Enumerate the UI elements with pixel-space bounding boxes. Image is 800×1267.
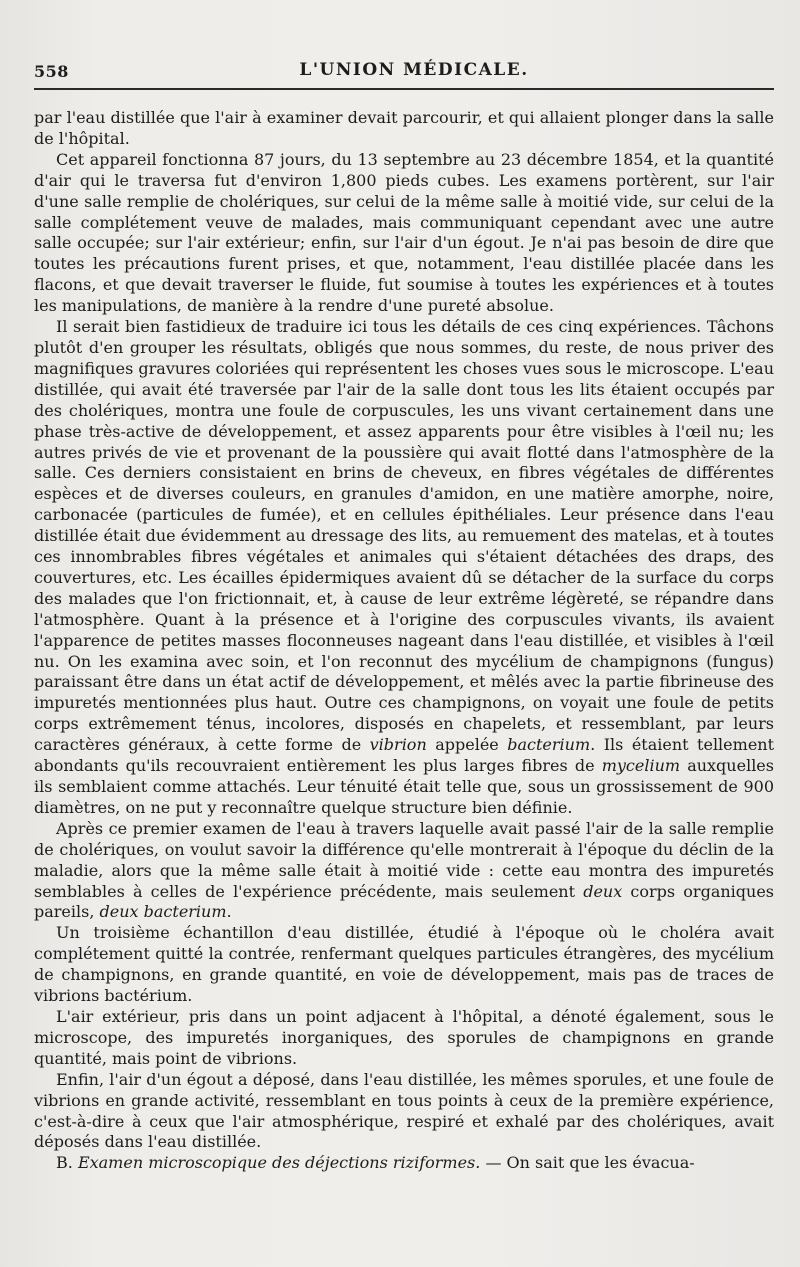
italic-term: vibrion	[369, 735, 427, 755]
paragraph-text: corps organiques pareils,	[34, 881, 775, 922]
paragraph-results	[34, 317, 774, 819]
paragraph-continuation	[34, 108, 774, 150]
paragraph-text: par l'eau distillée que l'air à examiner devait parcourir, et qui allaient plonger dans la salle de l'hôpital.	[34, 108, 774, 148]
section-b-heading	[34, 1153, 774, 1174]
paragraph-text: Cet appareil fonctionna 87 jours, du 13 septembre au 23 décembre 1854, et la quantité d'air qui le traversa fut d'environ 1,800 pieds cubes. Les examens portèrent, sur l'air d'une salle remplie de cholériques, sur celui de la même salle à moitié vide, sur celui de la salle complétement veuve de malades, mais communiquant cependant avec une autre salle occupée; sur l'air extérieur; enfin, sur l'air d'un égout. Je n'ai pas besoin de dire que toutes les précautions furent prises, et que, notamment, l'eau distillée placée dans les flacons, et que devait traverser le fluide, fut soumise à toutes les expériences et à toutes les manipulations, de manière à la rendre d'une pureté absolue.	[34, 149, 774, 316]
paragraph-text: Un troisième échantillon d'eau distillée, étudié à l'époque où le choléra avait complétement quitté la contrée, renfermant quelques particules étrangères, des mycélium de champignons, en grande quantité, en voie de développement, mais pas de traces de vibrions bactérium.	[34, 923, 774, 1006]
paragraph-text: Après ce premier examen de l'eau à travers laquelle avait passé l'air de la salle remplie de cholériques, on voulut savoir la différence qu'elle montrerait à l'époque du déclin de la maladie, alors que la même salle était à moitié vide : cette eau montra des impuretés semblables à celles de l'expérience précédente, mais seulement	[34, 818, 774, 901]
paragraph-third-sample	[34, 923, 774, 1007]
article-body	[34, 108, 774, 1174]
paragraph-text: appelée	[426, 735, 508, 755]
italic-term: bacterium	[507, 735, 591, 755]
page-number: 558	[34, 62, 69, 81]
section-letter: B.	[56, 1153, 73, 1173]
paragraph-text: .	[226, 902, 232, 922]
paragraph-text: Enfin, l'air d'un égout a déposé, dans l'eau distillée, les mêmes sporules, et une foule de vibrions en grande activité, ressemblant en tous points à ceux de la première expérience, c'est-à-dire à ceux que l'air atmosphérique, respiré et exhalé par des cholériques, avait déposés dans l'eau distillée.	[34, 1069, 774, 1152]
italic-term: deux bacterium	[99, 902, 227, 922]
paragraph-outside-air	[34, 1007, 774, 1070]
section-title: Examen microscopique des déjections riziformes.	[77, 1153, 481, 1173]
paragraph-text: . Ils étaient tellement abondants qu'ils recouvraient entièrement les plus larges fibres de	[34, 735, 775, 776]
paragraph-text: — On sait que les évacua-	[480, 1153, 695, 1173]
journal-title: L'UNION MÉDICALE.	[299, 60, 529, 80]
italic-term: deux	[583, 881, 623, 901]
paragraph-sewer-air	[34, 1070, 774, 1154]
paragraph-text: auxquelles ils semblaient comme attachés. Leur ténuité était telle que, sous un grossissement de 900 diamètres, on ne put y reconnaître quelque structure bien définie.	[34, 756, 774, 817]
italic-term: mycelium	[601, 756, 681, 776]
paragraph-text: Il serait bien fastidieux de traduire ici tous les détails de ces cinq expériences. Tâchons plutôt d'en grouper les résultats, obligés que nous sommes, du reste, de nous priver des magnifiques gravures coloriées qui représentent les choses vues sous le microscope. L'eau distillée, qui avait été traversée par l'air de la salle dont tous les lits étaient occupés par des cholériques, montra une foule de corpuscules, les uns vivant certainement dans une phase très-active de développement, et assez apparents pour être visibles à l'œil nu; les autres privés de vie et provenant de la poussière qui avait flotté dans l'atmosphère de la salle. Ces derniers consistaient en brins de cheveux, en fibres végétales de différentes espèces et de diverses couleurs, en granules d'amidon, en une matière amorphe, noire, carbonacée (particules de fumée), et en cellules épithéliales. Leur présence dans l'eau distillée était due évidemment au dressage des lits, au remuement des matelas, et à toutes ces innombrables fibres végétales et animales qui s'étaient détachées des draps, des couvertures, etc. Les écailles épidermiques avaient dû se détacher de la surface du corps des malades que l'on frictionnait, et, à cause de leur extrême légèreté, se répandre dans l'atmosphère. Quant à la présence et à l'origine des corpuscules vivants, ils avaient l'apparence de petites masses floconneuses nageant dans l'eau distillée, et visibles à l'œil nu. On les examina avec soin, et l'on reconnut des mycélium de champignons (fungus) paraissant être dans un état actif de développement, et mêlés avec la partie fibrineuse des impuretés mentionnées plus haut. Outre ces champignons, on voyait une foule de petits corps extrêmement ténus, incolores, disposés en chapelets, et ressemblant, par leurs caractères généraux, à cette forme de	[34, 317, 774, 755]
header-rule	[34, 88, 774, 90]
paragraph-text: L'air extérieur, pris dans un point adjacent à l'hôpital, a dénoté également, sous le microscope, des impuretés inorganiques, des sporules de champignons en grande quantité, mais point de vibrions.	[34, 1006, 774, 1068]
paragraph-apparatus	[34, 150, 774, 317]
running-head	[34, 40, 774, 81]
paragraph-second-exam	[34, 819, 774, 924]
